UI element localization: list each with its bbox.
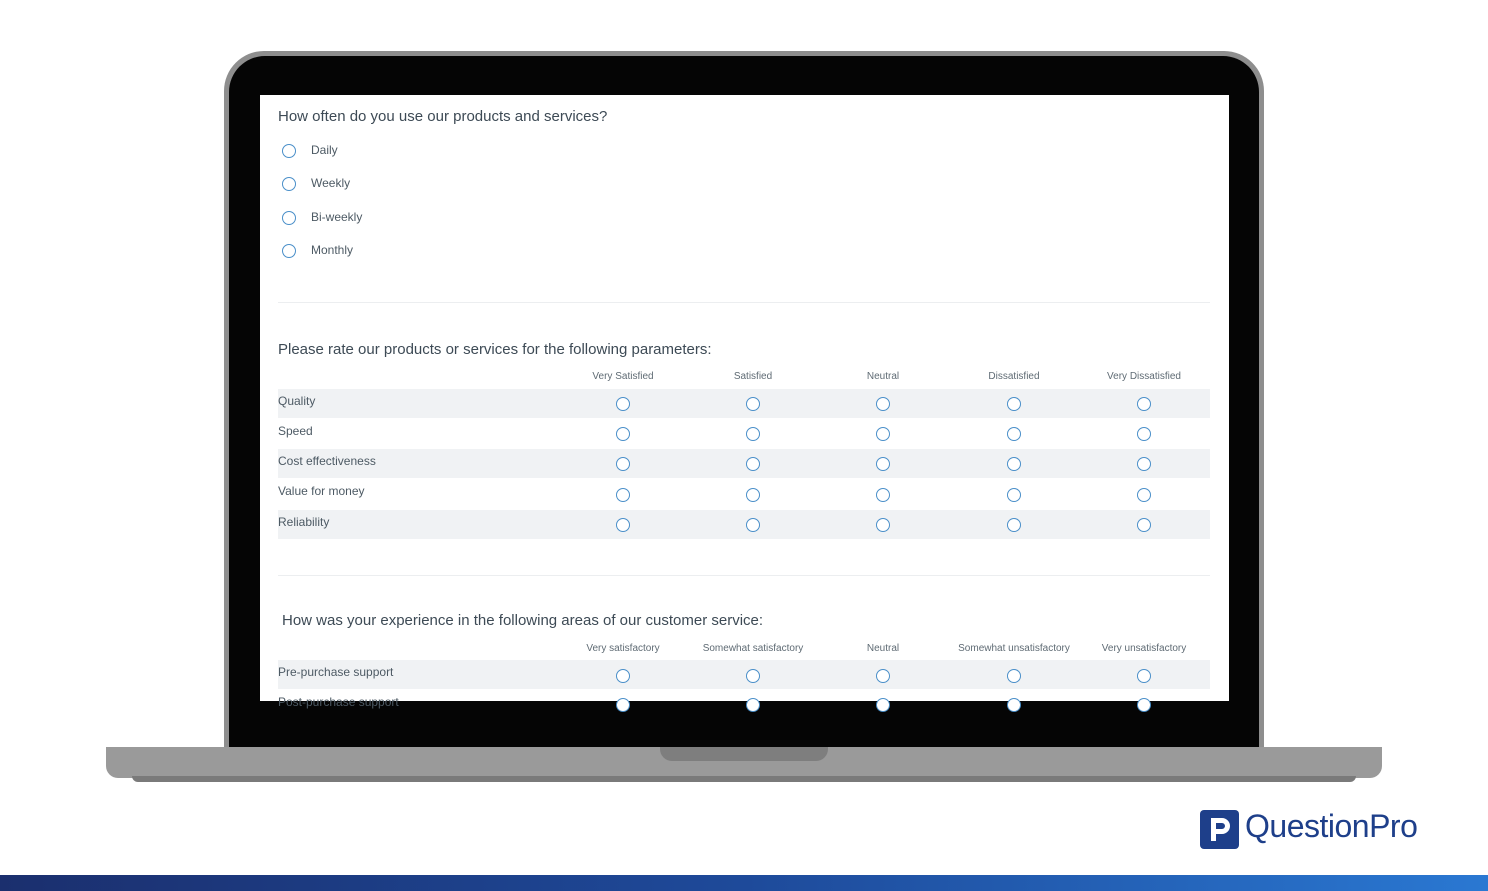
section-divider xyxy=(278,302,1210,303)
option-daily-label: Daily xyxy=(311,143,338,157)
radio-reliability-satisfied[interactable] xyxy=(746,518,760,532)
radio-pre-purchase-very-unsatisfactory[interactable] xyxy=(1137,669,1151,683)
column-header: Neutral xyxy=(866,643,900,654)
option-monthly-label: Monthly xyxy=(311,243,354,257)
radio-quality-neutral[interactable] xyxy=(876,397,890,411)
column-header: Somewhat satisfactory xyxy=(702,643,804,654)
column-header: Satisfied xyxy=(733,371,773,382)
column-header: Somewhat unsatisfactory xyxy=(958,643,1070,654)
radio-reliability-very-satisfied[interactable] xyxy=(616,518,630,532)
laptop-notch xyxy=(660,747,828,761)
radio-post-purchase-neutral[interactable] xyxy=(876,698,890,712)
radio-speed-very-dissatisfied[interactable] xyxy=(1137,427,1151,441)
option-bi-weekly-label: Bi-weekly xyxy=(311,210,363,224)
row-label-quality: Quality xyxy=(278,394,316,408)
laptop-base-shadow xyxy=(132,776,1356,782)
row-band xyxy=(278,510,1210,539)
row-band xyxy=(278,449,1210,478)
column-header: Very Dissatisfied xyxy=(1107,371,1181,382)
question-1-title: How often do you use our products and services? xyxy=(278,108,608,125)
option-weekly-label: Weekly xyxy=(311,176,351,190)
questionpro-logo-text: QuestionPro xyxy=(1245,808,1418,844)
radio-pre-purchase-somewhat-satisfactory[interactable] xyxy=(746,669,760,683)
section-divider xyxy=(278,575,1210,576)
radio-post-purchase-very-satisfactory[interactable] xyxy=(616,698,630,712)
row-label-cost-effectiveness: Cost effectiveness xyxy=(278,454,376,468)
radio-cost-neutral[interactable] xyxy=(876,457,890,471)
radio-reliability-very-dissatisfied[interactable] xyxy=(1137,518,1151,532)
radio-post-purchase-very-unsatisfactory[interactable] xyxy=(1137,698,1151,712)
question-3-title: How was your experience in the following areas of our customer service: xyxy=(282,612,764,629)
radio-speed-satisfied[interactable] xyxy=(746,427,760,441)
column-header: Very unsatisfactory xyxy=(1101,643,1187,654)
radio-quality-very-dissatisfied[interactable] xyxy=(1137,397,1151,411)
radio-speed-neutral[interactable] xyxy=(876,427,890,441)
radio-monthly[interactable] xyxy=(282,244,296,258)
radio-pre-purchase-somewhat-unsatisfactory[interactable] xyxy=(1007,669,1021,683)
radio-reliability-neutral[interactable] xyxy=(876,518,890,532)
question-2-title: Please rate our products or services for the following parameters: xyxy=(278,341,712,358)
radio-post-purchase-somewhat-satisfactory[interactable] xyxy=(746,698,760,712)
radio-value-neutral[interactable] xyxy=(876,488,890,502)
bottom-gradient-bar xyxy=(0,875,1488,891)
row-label-pre-purchase-support: Pre-purchase support xyxy=(278,665,394,679)
radio-reliability-dissatisfied[interactable] xyxy=(1007,518,1021,532)
radio-cost-very-dissatisfied[interactable] xyxy=(1137,457,1151,471)
radio-pre-purchase-very-satisfactory[interactable] xyxy=(616,669,630,683)
radio-speed-dissatisfied[interactable] xyxy=(1007,427,1021,441)
row-label-speed: Speed xyxy=(278,424,313,438)
radio-value-very-satisfied[interactable] xyxy=(616,488,630,502)
radio-quality-dissatisfied[interactable] xyxy=(1007,397,1021,411)
radio-cost-dissatisfied[interactable] xyxy=(1007,457,1021,471)
radio-quality-very-satisfied[interactable] xyxy=(616,397,630,411)
radio-value-dissatisfied[interactable] xyxy=(1007,488,1021,502)
radio-value-very-dissatisfied[interactable] xyxy=(1137,488,1151,502)
radio-pre-purchase-neutral[interactable] xyxy=(876,669,890,683)
radio-quality-satisfied[interactable] xyxy=(746,397,760,411)
radio-speed-very-satisfied[interactable] xyxy=(616,427,630,441)
radio-cost-very-satisfied[interactable] xyxy=(616,457,630,471)
column-header: Very satisfactory xyxy=(586,643,660,654)
row-label-post-purchase-support: Post-purchase support xyxy=(278,695,399,709)
questionpro-logo-icon xyxy=(1200,810,1239,849)
radio-value-satisfied[interactable] xyxy=(746,488,760,502)
radio-cost-satisfied[interactable] xyxy=(746,457,760,471)
radio-daily[interactable] xyxy=(282,144,296,158)
radio-bi-weekly[interactable] xyxy=(282,211,296,225)
radio-weekly[interactable] xyxy=(282,177,296,191)
row-label-reliability: Reliability xyxy=(278,515,330,529)
column-header: Very Satisfied xyxy=(592,371,654,382)
column-header: Dissatisfied xyxy=(988,371,1040,382)
row-band xyxy=(278,389,1210,418)
survey-screen xyxy=(260,95,1229,709)
row-label-value-for-money: Value for money xyxy=(278,484,365,498)
radio-post-purchase-somewhat-unsatisfactory[interactable] xyxy=(1007,698,1021,712)
row-band xyxy=(278,660,1210,689)
column-header: Neutral xyxy=(866,371,900,382)
